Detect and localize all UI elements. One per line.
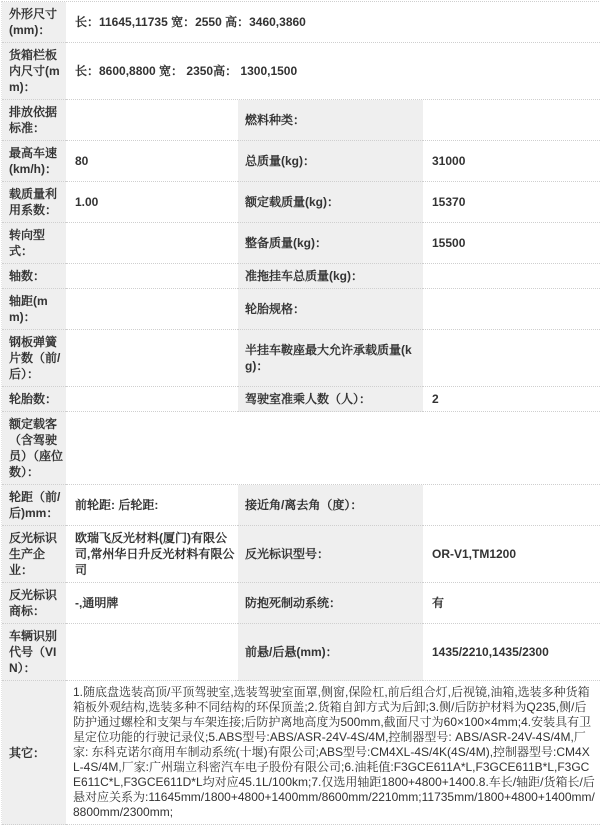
table-row (2, 141, 600, 182)
spec-label: 半挂车鞍座最大允许承载质量(kg)： (238, 330, 423, 387)
spec-label: 反光标识生产企业： (2, 526, 66, 583)
table-row (2, 2, 600, 43)
spec-value (423, 289, 600, 330)
spec-value (66, 330, 238, 387)
spec-label: 排放依据标准： (2, 100, 66, 141)
spec-value: 15500 (423, 223, 600, 264)
spec-label: 载质量利用系数： (2, 182, 66, 223)
table-row (2, 526, 600, 583)
spec-label: 其它： (2, 681, 66, 825)
table-row (2, 100, 600, 141)
spec-label: 轴距(mm)： (2, 289, 66, 330)
spec-value: 前轮距: 后轮距: (66, 485, 238, 526)
spec-label: 总质量(kg)： (238, 141, 423, 182)
table-row (2, 485, 600, 526)
spec-value (423, 330, 600, 387)
spec-label: 额定载质量(kg)： (238, 182, 423, 223)
table-row (2, 624, 600, 681)
table-row (2, 264, 600, 289)
spec-value: -,通明牌 (66, 583, 238, 624)
spec-value (66, 412, 600, 485)
vehicle-spec-table (1, 1, 600, 825)
spec-label: 整备质量(kg)： (238, 223, 423, 264)
spec-value: 长：11645,11735 宽：2550 高：3460,3860 (66, 2, 600, 43)
spec-label: 反光标识商标： (2, 583, 66, 624)
spec-value (66, 387, 238, 412)
spec-value: 长：8600,8800 宽： 2350高： 1300,1500 (66, 43, 600, 100)
spec-value: 1.随底盘选装高顶/平顶驾驶室,选装驾驶室面罩,侧窗,保险杠,前后组合灯,后视镜,油箱,选装多种货箱箱板外观结构,选装多种不同结构的环保顶盖;2.货箱自卸方式为后卸;3.侧/后防护材料为Q235,侧/后防护通过螺栓和支架与车架连接;后防护离地高度为500mm,截面尺寸为60×100×4mm;4.安装具有卫星定位功能的行驶记录仪;5.ABS型号:ABS/ASR-24V-4S/4M,控制器型号: ABS/ASR-24V-4S/4M,厂家: 东科克诺尔商用车制动系统(十堰)有限公司;ABS型号:CM4XL-4S/4K(4S/4M),控制器型号:CM4XL-4S/4M,厂家:广州瑞立科密汽车电子股份有限公司;6.油耗值:F3GCE611A*L,F3GCE611B*L,F3GCE611C*L,F3GCE611D*L均对应45.1L/100km;7.仅选用轴距1800+4800+1400.8.车长/轴距/货箱长/后悬对应关系为:11645mm/1800+4800+1400mm/8600mm/2210mm;11735mm/1800+4800+1400mm/8800mm/2300mm; (66, 681, 600, 825)
spec-label: 防抱死制动系统： (238, 583, 423, 624)
table-row (2, 681, 600, 825)
spec-value (423, 100, 600, 141)
spec-label: 轮胎规格： (238, 289, 423, 330)
spec-label: 外形尺寸(mm)： (2, 2, 66, 43)
spec-label: 燃料种类： (238, 100, 423, 141)
spec-value (66, 289, 238, 330)
spec-label: 额定载客（含驾驶员）（座位数）： (2, 412, 66, 485)
spec-label: 轮胎数： (2, 387, 66, 412)
table-row (2, 182, 600, 223)
spec-value: 1.00 (66, 182, 238, 223)
spec-label: 反光标识型号： (238, 526, 423, 583)
table-row (2, 583, 600, 624)
table-row (2, 43, 600, 100)
table-row (2, 412, 600, 485)
spec-value (66, 223, 238, 264)
spec-label: 轴数： (2, 264, 66, 289)
spec-value (66, 264, 238, 289)
table-row (2, 289, 600, 330)
spec-value (423, 485, 600, 526)
table-row (2, 223, 600, 264)
spec-label: 最高车速(km/h)： (2, 141, 66, 182)
table-row (2, 387, 600, 412)
spec-label: 轮距（前/后)mm： (2, 485, 66, 526)
spec-label: 准拖挂车总质量(kg)： (238, 264, 423, 289)
spec-label: 货箱栏板内尺寸(mm)： (2, 43, 66, 100)
spec-label: 转向型式： (2, 223, 66, 264)
spec-label: 驾驶室准乘人数（人）： (238, 387, 423, 412)
spec-value: 15370 (423, 182, 600, 223)
spec-value (423, 264, 600, 289)
spec-value: 2 (423, 387, 600, 412)
spec-value: 欧瑞飞反光材料(厦门)有限公司,常州华日升反光材料有限公司 (66, 526, 238, 583)
spec-label: 车辆识别代号（VIN）： (2, 624, 66, 681)
spec-value (66, 100, 238, 141)
spec-label: 接近角/离去角（度）： (238, 485, 423, 526)
spec-value: 80 (66, 141, 238, 182)
spec-value (66, 624, 238, 681)
spec-label: 钢板弹簧片数（前/后）： (2, 330, 66, 387)
spec-value: OR-V1,TM1200 (423, 526, 600, 583)
table-row (2, 330, 600, 387)
spec-value: 1435/2210,1435/2300 (423, 624, 600, 681)
spec-value: 有 (423, 583, 600, 624)
spec-label: 前悬/后悬(mm)： (238, 624, 423, 681)
spec-value: 31000 (423, 141, 600, 182)
